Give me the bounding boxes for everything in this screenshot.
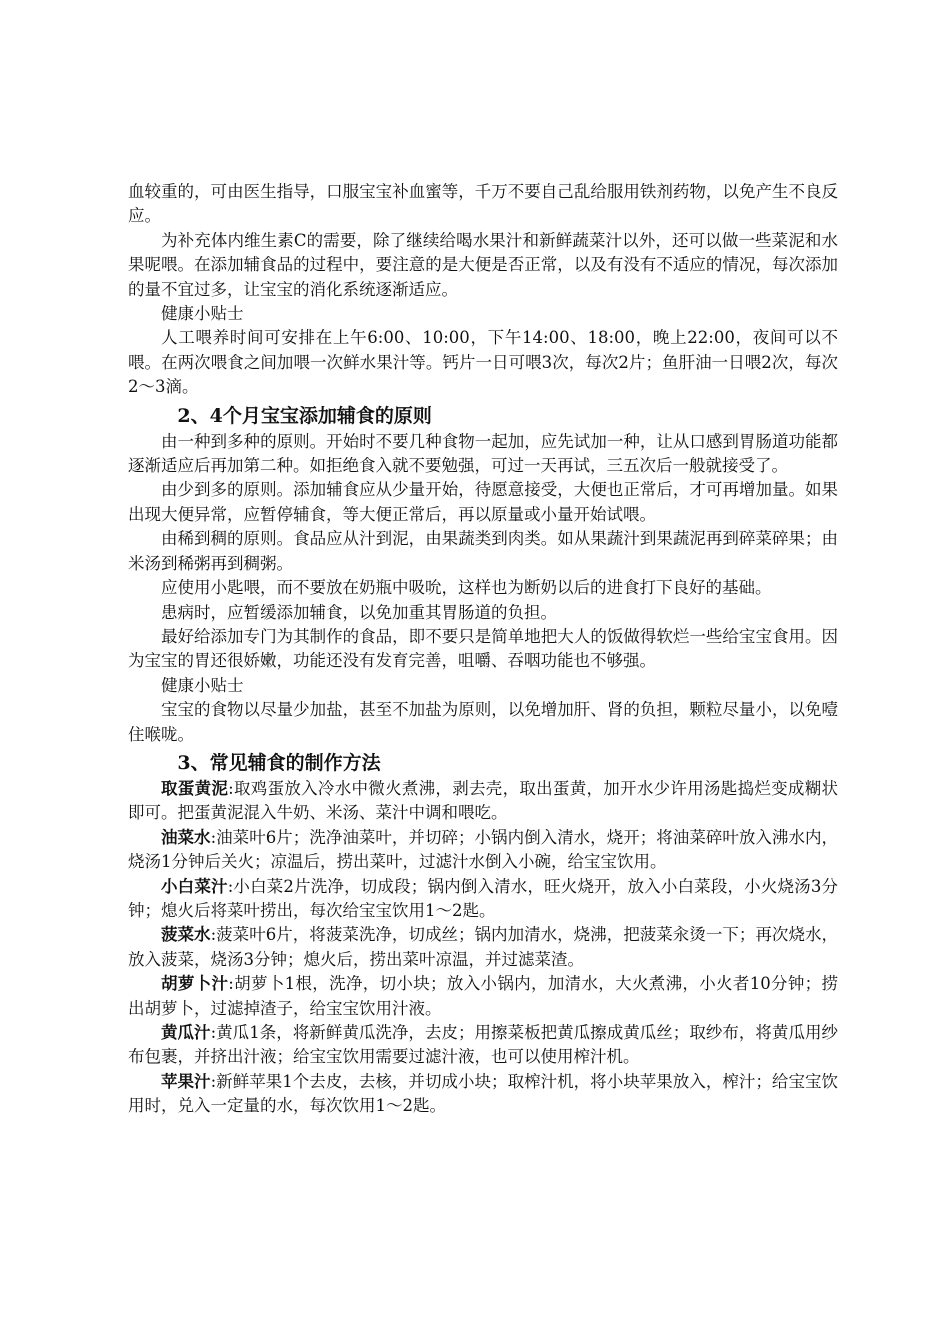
section-heading: 2、4个月宝宝添加辅食的原则	[177, 404, 432, 427]
recipe-paragraph	[128, 1070, 838, 1119]
paragraph: 血较重的，可由医生指导，口服宝宝补血蜜等，千万不要自己乱给服用铁剂药物，以免产生不良反应。	[128, 182, 838, 226]
recipe-text: :胡萝卜1根，洗净，切小块；放入小锅内，加清水，大火煮沸，小火者10分钟；捞出胡萝卜，过滤掉渣子，给宝宝饮用汁液。	[128, 974, 838, 1018]
recipe-name: 苹果汁	[161, 1071, 211, 1091]
recipe-name: 黄瓜汁	[161, 1023, 211, 1042]
paragraph: 患病时，应暂缓添加辅食，以免加重其胃肠道的负担。	[161, 602, 557, 622]
recipe-text: :新鲜苹果1个去皮，去核，并切成小块；取榨汁机，将小块苹果放入，榨汁；给宝宝饮用时，兑入一定量的水，每次饮用1～2匙。	[128, 1071, 839, 1116]
recipe-text: :黄瓜1条，将新鲜黄瓜洗净，去皮；用擦菜板把黄瓜擦成黄瓜丝；取纱布，将黄瓜用纱布包裹，并挤出汁液；给宝宝饮用需要过滤汁液，也可以使用榨汁机。	[128, 1023, 839, 1067]
tip-label: 健康小贴士	[161, 675, 244, 695]
recipe-text: :取鸡蛋放入冷水中微火煮沸，剥去壳，取出蛋黄，加开水少许用汤匙捣烂变成糊状即可。把蛋黄泥混入牛奶、米汤、菜汁中调和喂吃。	[128, 778, 839, 823]
paragraph: 最好给添加专门为其制作的食品，即不要只是简单地把大人的饭做得软烂一些给宝宝食用。因为宝宝的胃还很娇嫩，功能还没有发育完善，咀嚼、吞咽功能也不够强。	[128, 626, 838, 671]
recipe-name: 油菜水	[161, 827, 211, 847]
recipe-name: 胡萝卜汁	[161, 974, 229, 994]
recipe-text: :油菜叶6片；洗净油菜叶，并切碎；小锅内倒入清水，烧开；将油菜碎叶放入沸水内，烧汤1分钟后关火；凉温后，捞出菜叶，过滤汁水倒入小碗，给宝宝饮用。	[128, 827, 839, 872]
recipe-text: :菠菜叶6片，将菠菜洗净，切成丝；锅内加清水，烧沸，把菠菜汆烫一下；再次烧水，放入菠菜，烧汤3分钟；熄火后，捞出菜叶凉温，并过滤菜渣。	[128, 925, 839, 969]
document-body	[128, 180, 838, 1119]
recipe-paragraph	[128, 777, 838, 826]
recipe-name: 菠菜水	[161, 925, 211, 945]
paragraph: 应使用小匙喂，而不要放在奶瓶中吸吮，这样也为断奶以后的进食打下良好的基础。	[161, 578, 772, 598]
recipe-text: :小白菜2片洗净，切成段；锅内倒入清水，旺火烧开，放入小白菜段，小火烧汤3分钟；熄火后将菜叶捞出，每次给宝宝饮用1～2匙。	[128, 876, 839, 920]
tip-label: 健康小贴士	[161, 304, 244, 324]
paragraph: 人工喂养时间可安排在上午6:00、10:00，下午14:00、18:00，晚上22:00，夜间可以不喂。在两次喂食之间加喂一次鲜水果汁等。钙片一日可喂3次，每次2片；鱼肝油一日喂2次，每次2～3滴。	[128, 328, 838, 397]
paragraph: 宝宝的食物以尽量少加盐，甚至不加盐为原则，以免增加肝、肾的负担，颗粒尽量小，以免噎住喉咙。	[128, 700, 838, 744]
recipe-paragraph	[128, 972, 838, 1021]
recipe-paragraph	[128, 923, 838, 972]
recipe-paragraph	[128, 1021, 838, 1070]
paragraph: 由少到多的原则。添加辅食应从少量开始，待愿意接受，大便也正常后，才可再增加量。如果出现大便异常，应暂停辅食，等大便正常后，再以原量或小量开始试喂。	[128, 480, 838, 524]
recipe-name: 取蛋黄泥	[161, 778, 229, 798]
recipe-name: 小白菜汁	[161, 876, 228, 896]
paragraph: 由一种到多种的原则。开始时不要几种食物一起加，应先试加一种，让从口感到胃肠道功能都逐渐适应后再加第二种。如拒绝食入就不要勉强，可过一天再试，三五次后一般就接受了。	[128, 431, 838, 476]
section-heading: 3、常见辅食的制作方法	[177, 751, 381, 774]
paragraph: 为补充体内维生素C的需要，除了继续给喝水果汁和新鲜蔬菜汁以外，还可以做一些菜泥和水果呢喂。在添加辅食品的过程中，要注意的是大便是否正常，以及有没有不适应的情况，每次添加的量不宜过多，让宝宝的消化系统逐渐适应。	[128, 230, 838, 299]
recipe-paragraph	[128, 826, 838, 875]
paragraph: 由稀到稠的原则。食品应从汁到泥，由果蔬类到肉类。如从果蔬汁到果蔬泥再到碎菜碎果；由米汤到稀粥再到稠粥。	[128, 529, 838, 573]
recipe-paragraph	[128, 875, 838, 924]
